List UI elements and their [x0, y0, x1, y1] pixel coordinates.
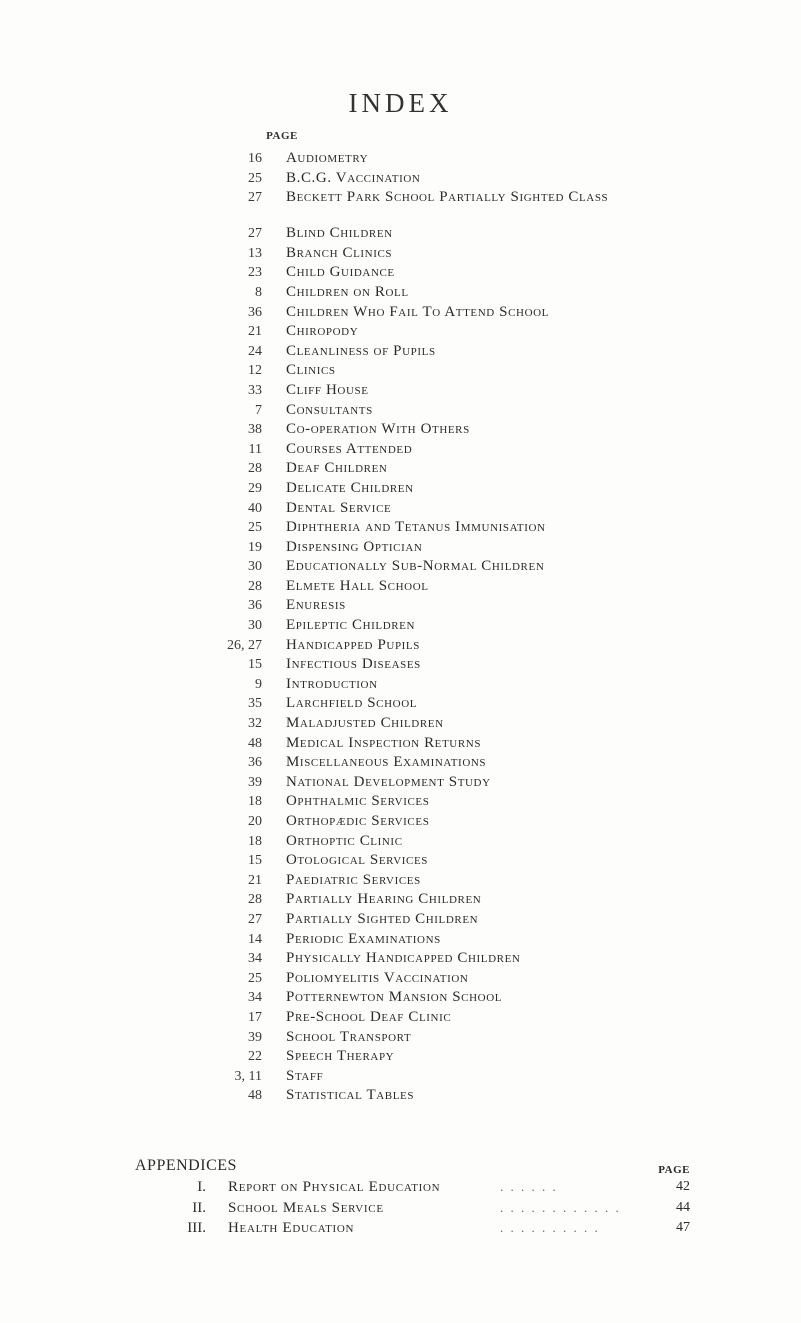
- index-entry: [0, 694, 801, 714]
- index-entry-label: Epileptic Children: [286, 617, 416, 634]
- index-entry-page: 9: [255, 676, 262, 692]
- index-entry-page: 20: [248, 814, 262, 829]
- appendix-number: III.: [187, 1220, 206, 1236]
- index-entry: [0, 499, 801, 519]
- index-entry: [0, 949, 801, 969]
- index-entry-page: 38: [248, 422, 262, 438]
- index-entry-label: Educationally Sub-Normal Children: [286, 558, 545, 575]
- index-entry: [0, 557, 801, 577]
- index-entry-page: 40: [248, 500, 262, 516]
- index-entry-label: Children on Roll: [286, 283, 409, 300]
- index-list: [0, 149, 801, 1106]
- appendix-page: 44: [676, 1199, 690, 1215]
- page-column-label: PAGE: [266, 130, 298, 142]
- appendices-heading: APPENDICES: [135, 1157, 237, 1174]
- index-entry-label: Branch Clinics: [286, 244, 393, 261]
- index-entry-page: 29: [248, 480, 262, 496]
- appendix-number: II.: [192, 1199, 206, 1216]
- index-entry: [0, 1047, 801, 1067]
- index-entry-page: 11: [248, 441, 262, 457]
- index-entry: [0, 538, 801, 558]
- index-entry: [0, 675, 801, 695]
- index-entry-page: 34: [248, 951, 262, 967]
- index-entry-page: 15: [248, 853, 262, 869]
- index-entry: [0, 263, 801, 283]
- index-entry-page: 48: [248, 735, 262, 751]
- index-entry-label: Maladjusted Children: [286, 715, 444, 732]
- index-entry: [0, 420, 801, 440]
- appendix-number: I.: [197, 1179, 206, 1195]
- index-entry: [0, 224, 801, 244]
- index-entry-label: Child Guidance: [286, 264, 395, 281]
- index-entry-page: 27: [248, 190, 262, 206]
- index-entry: [0, 1086, 801, 1106]
- appendix-leader-dots: . . . . . . . . . . . .: [500, 1199, 621, 1215]
- index-entry-page: 25: [248, 970, 262, 986]
- appendix-label: Health Education: [228, 1220, 355, 1236]
- index-entry: [0, 1008, 801, 1028]
- index-entry: [0, 1067, 801, 1087]
- index-entry-page: 27: [248, 226, 262, 242]
- index-entry: [0, 636, 801, 656]
- index-entry: [0, 714, 801, 734]
- index-entry-page: 28: [248, 892, 262, 908]
- index-entry: [0, 459, 801, 479]
- index-entry: [0, 734, 801, 754]
- index-entry-page: 14: [248, 931, 262, 947]
- index-entry-label: Handicapped Pupils: [286, 636, 420, 653]
- index-entry-label: Clinics: [286, 362, 336, 379]
- index-entry-page: 35: [248, 696, 262, 712]
- index-entry-label: Courses Attended: [286, 440, 413, 457]
- index-entry: [0, 616, 801, 636]
- index-entry-page: 30: [248, 618, 262, 634]
- index-entry-page: 13: [248, 245, 262, 261]
- index-entry-label: Beckett Park School Partially Sighted Class: [286, 189, 609, 206]
- index-entry-label: Deaf Children: [286, 460, 388, 477]
- index-entry-page: 28: [248, 461, 262, 477]
- index-entry: [0, 479, 801, 499]
- appendix-entry: [0, 1177, 801, 1198]
- appendices-list: [0, 1177, 801, 1239]
- index-entry-label: Co-operation With Others: [286, 421, 470, 438]
- index-entry-page: 32: [248, 716, 262, 732]
- index-entry-label: Consultants: [286, 401, 373, 418]
- index-entry: [0, 322, 801, 342]
- index-entry: [0, 1028, 801, 1048]
- index-entry-page: 48: [248, 1088, 262, 1104]
- index-entry-label: Poliomyelitis Vaccination: [286, 969, 469, 986]
- index-entry-label: Otological Services: [286, 852, 429, 869]
- index-entry: [0, 361, 801, 381]
- index-entry-page: 30: [248, 559, 262, 575]
- index-entry: [0, 890, 801, 910]
- index-entry-page: 12: [248, 363, 262, 379]
- appendix-entry: [0, 1218, 801, 1239]
- index-entry-label: Children Who Fail To Attend School: [286, 303, 549, 320]
- appendix-leader-dots: . . . . . .: [500, 1179, 558, 1194]
- index-entry-label: School Transport: [286, 1028, 412, 1045]
- index-entry: [0, 988, 801, 1008]
- index-entry-label: Pre-School Deaf Clinic: [286, 1008, 452, 1025]
- appendix-page: 42: [676, 1179, 690, 1194]
- index-entry-label: Ophthalmic Services: [286, 793, 430, 810]
- appendix-label: Report on Physical Education: [228, 1179, 441, 1195]
- index-entry-label: Elmete Hall School: [286, 577, 429, 594]
- index-entry-page: 22: [248, 1049, 262, 1065]
- index-entry-label: Chiropody: [286, 323, 359, 340]
- index-entry: [0, 149, 801, 169]
- index-entry: [0, 381, 801, 401]
- index-entry-page: 27: [248, 911, 262, 927]
- index-entry: [0, 812, 801, 832]
- index-entry: [0, 518, 801, 538]
- index-entry-label: Cleanliness of Pupils: [286, 342, 436, 359]
- index-entry: [0, 342, 801, 362]
- index-entry-label: Statistical Tables: [286, 1087, 415, 1104]
- index-entry-page: 7: [255, 402, 262, 418]
- page-title: INDEX: [348, 88, 453, 118]
- index-entry-label: Orthoptic Clinic: [286, 832, 403, 849]
- index-entry-label: Infectious Diseases: [286, 656, 421, 673]
- index-entry-page: 8: [255, 284, 262, 300]
- index-entry-page: 21: [248, 324, 262, 340]
- index-entry-label: Diphtheria and Tetanus Immunisation: [286, 519, 546, 536]
- index-entry-label: Cliff House: [286, 381, 369, 398]
- appendix-leader-dots: . . . . . . . . . .: [500, 1220, 600, 1235]
- index-entry-label: Potternewton Mansion School: [286, 989, 503, 1006]
- index-entry-page: 18: [248, 833, 262, 849]
- index-entry-page: 17: [248, 1009, 262, 1025]
- index-entry-label: Medical Inspection Returns: [286, 734, 482, 751]
- index-entry: [0, 910, 801, 930]
- appendix-label: School Meals Service: [228, 1199, 384, 1216]
- index-entry-label: Speech Therapy: [286, 1048, 395, 1065]
- index-entry-page: 19: [248, 539, 262, 555]
- index-entry-page: 16: [248, 151, 262, 166]
- index-entry-label: Dispensing Optician: [286, 538, 423, 555]
- index-entry-page: 39: [248, 774, 262, 790]
- index-entry-page: 28: [248, 578, 262, 594]
- index-entry: [0, 832, 801, 852]
- index-entry-page: 3, 11: [234, 1068, 262, 1084]
- appendix-entry: [0, 1198, 801, 1219]
- index-entry: [0, 401, 801, 421]
- index-entry-label: Physically Handicapped Children: [286, 950, 521, 967]
- index-entry-page: 36: [248, 755, 262, 771]
- index-entry: [0, 283, 801, 303]
- index-entry: [0, 792, 801, 812]
- index-entry-label: Audiometry: [286, 150, 369, 166]
- index-entry: [0, 969, 801, 989]
- index-entry-page: 26, 27: [227, 637, 262, 653]
- index-entry: [0, 188, 801, 224]
- appendices-page-column-label: PAGE: [658, 1164, 690, 1176]
- index-entry: [0, 244, 801, 264]
- index-entry: [0, 753, 801, 773]
- index-entry-label: Staff: [286, 1067, 324, 1084]
- index-entry-page: 21: [248, 872, 262, 888]
- appendix-page: 47: [676, 1220, 690, 1235]
- index-entry: [0, 851, 801, 871]
- index-entry: [0, 440, 801, 460]
- index-entry-label: B.C.G. Vaccination: [286, 169, 421, 186]
- index-entry: [0, 169, 801, 189]
- index-entry-page: 34: [248, 990, 262, 1006]
- index-entry: [0, 577, 801, 597]
- index-entry-page: 25: [248, 520, 262, 536]
- index-entry-page: 33: [248, 382, 262, 398]
- index-entry-label: Periodic Examinations: [286, 930, 441, 947]
- index-entry-page: 36: [248, 598, 262, 614]
- index-entry: [0, 596, 801, 616]
- index-entry-label: Partially Hearing Children: [286, 891, 482, 908]
- index-entry-label: Miscellaneous Examinations: [286, 754, 487, 771]
- index-entry-label: Blind Children: [286, 225, 393, 242]
- index-entry-label: Paediatric Services: [286, 871, 421, 888]
- index-entry-label: Enuresis: [286, 597, 346, 614]
- index-entry-page: 39: [248, 1029, 262, 1045]
- index-entry-page: 36: [248, 304, 262, 320]
- index-entry-label: Introduction: [286, 675, 378, 692]
- index-entry-label: Larchfield School: [286, 695, 418, 712]
- index-entry-page: 24: [248, 343, 262, 359]
- index-entry: [0, 303, 801, 323]
- index-entry-page: 18: [248, 794, 262, 810]
- index-entry-label: Delicate Children: [286, 479, 414, 496]
- index-entry-page: 15: [248, 657, 262, 673]
- index-entry-label: National Development Study: [286, 773, 491, 790]
- index-entry-label: Dental Service: [286, 499, 392, 516]
- index-entry: [0, 655, 801, 675]
- index-entry-label: Partially Sighted Children: [286, 910, 479, 927]
- index-entry: [0, 773, 801, 793]
- index-entry-label: Orthopædic Services: [286, 813, 430, 829]
- index-entry-page: 25: [248, 170, 262, 186]
- index-entry: [0, 871, 801, 891]
- index-entry-page: 23: [248, 265, 262, 281]
- index-entry: [0, 930, 801, 950]
